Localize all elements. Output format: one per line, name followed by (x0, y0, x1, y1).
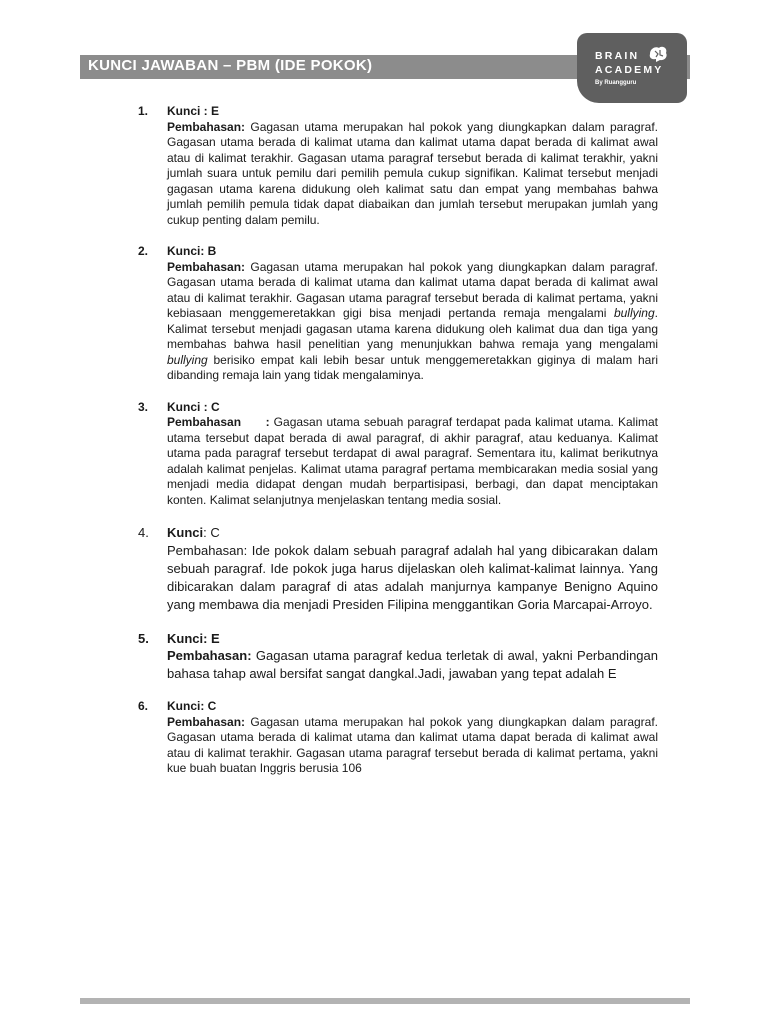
answer-item-2 (138, 244, 658, 384)
explanation (167, 542, 658, 614)
explanation (167, 647, 658, 683)
page-title: KUNCI JAWABAN – PBM (IDE POKOK) (88, 57, 373, 74)
logo-subtitle: By Ruangguru (595, 80, 637, 86)
brain-icon (647, 45, 669, 63)
logo-text-brain: BRAIN (595, 50, 640, 62)
answer-item-5 (138, 630, 658, 684)
explanation-text: Gagasan utama paragraf kedua terletak di awal, yakni Perbandingan bahasa tahap awal bersifat sangat dangkal.Jadi, jawaban yang tepat adalah E (167, 648, 658, 681)
explanation-text: . Kalimat tersebut menjadi gagasan utama karena didukung oleh kalimat dua dan tiga yang membahas bahwa hasil penelitian yang menunjukkan bahwa remaja yang mengalami (167, 306, 658, 351)
explanation (167, 715, 658, 777)
answer-key: Kunci : E (167, 104, 220, 118)
answer-key (167, 524, 658, 542)
answer-item-3 (138, 400, 658, 509)
logo-text-academy: ACADEMY (595, 64, 664, 76)
item-number: 5. (138, 630, 149, 646)
explanation-label: Pembahasan: (167, 648, 252, 663)
answer-item-4 (138, 524, 658, 614)
item-number: 6. (138, 699, 149, 713)
answer-key: Kunci: C (167, 699, 217, 713)
item-number: 3. (138, 399, 149, 414)
item-number: 2. (138, 244, 149, 258)
explanation-italic: bullying (167, 352, 208, 367)
answer-key-value: : C (203, 525, 220, 540)
brain-academy-logo (577, 33, 687, 103)
answer-key: Kunci : C (167, 399, 220, 414)
explanation-label: Pembahasan: (167, 259, 246, 274)
explanation-italic: bullying (613, 306, 655, 320)
answer-item-1 (138, 104, 658, 228)
answer-key-label: Kunci (167, 525, 204, 540)
explanation (167, 415, 658, 508)
explanation-label: Pembahasan : (167, 415, 270, 429)
explanation-text: Pembahasan: Ide pokok dalam sebuah paragraf adalah hal yang dibicarakan dalam sebuah paragraf. Ide pokok juga harus dijelaskan oleh kalimat-kalimat lainnya. Yang dibicarakan dalam paragraf di atas adalah manjurnya kampanye Benigno Aquino yang membawa dia menjadi Presiden Filipina menggantikan Goria Marcapai-Arroyo. (167, 542, 658, 612)
explanation-text: Gagasan utama merupakan hal pokok yang diungkapkan dalam paragraf. Gagasan utama berada di kalimat utama dan kalimat utama dapat berada di kalimat awal atau di kalimat terakhir. Gagasan utama paragraf tersebut berada di kalimat terakhir, yakni jumlah suara untuk pemilu dari pemilih pemula cukup signifikan. Kalimat tersebut menjadi gagasan utama karena didukung oleh kalimat satu dan empat yang membahas bahwa jumlah pemilih pemula tidak dapat diabaikan dan jumlah tersebut merupakan jumlah yang cukup penting dalam pemilu. (167, 119, 658, 227)
explanation-label: Pembahasan: (167, 119, 246, 134)
explanation-text: berisiko empat kali lebih besar untuk menggemeretakkan giginya di malam hari dibanding remaja lain yang tidak mengalaminya. (167, 352, 658, 382)
answer-key: Kunci: B (167, 244, 217, 258)
explanation-text: Gagasan utama merupakan hal pokok yang diungkapkan dalam paragraf. Gagasan utama berada di kalimat utama dan kalimat utama dapat berada di kalimat awal atau di kalimat terakhir. Gagasan utama paragraf tersebut berada di kalimat pertama, yakni kebiasaan menggemeretakkan gigi bisa menjadi pertanda remaja mengalami (167, 259, 658, 320)
explanation-label: Pembahasan: (167, 714, 246, 729)
answer-list (138, 104, 658, 793)
answer-key: Kunci: E (167, 630, 220, 646)
explanation-text: Gagasan utama sebuah paragraf terdapat pada kalimat utama. Kalimat utama tersebut dapat berada di awal paragraf, di akhir paragraf, atau keduanya. Kalimat utama pada paragraf tersebut terdapat di awal paragraf. Sementara itu, kalimat berikutnya adalah kalimat penjelas. Kalimat utama paragraf pertama membicarakan media sosial yang menjadi media didapat dengan mudah berpartisipasi, berbagi, dan dapat menciptakan konten. Kalimat selanjutnya menjelaskan tentang media sosial. (167, 415, 658, 507)
answer-item-6 (138, 699, 658, 777)
item-number: 1. (138, 104, 149, 118)
explanation-text: Gagasan utama merupakan hal pokok yang diungkapkan dalam paragraf. Gagasan utama berada di kalimat utama dan kalimat utama dapat berada di kalimat awal atau di kalimat terakhir. Gagasan utama paragraf tersebut berada di kalimat pertama, yakni kue buah buatan Inggris berusia 106 (167, 714, 658, 775)
footer-bar (80, 998, 690, 1004)
explanation (167, 120, 658, 229)
explanation (167, 260, 658, 384)
item-number: 4. (138, 525, 149, 540)
